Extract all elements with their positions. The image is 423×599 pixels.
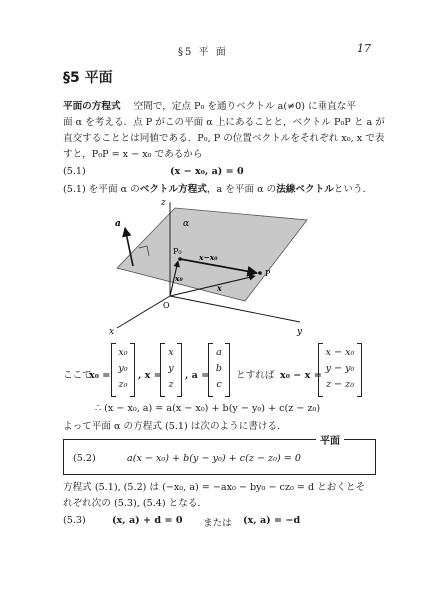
matrices-lead: ここで (63, 370, 92, 381)
closing-line-2: れぞれ次の (5.3), (5.4) となる． (63, 498, 208, 509)
matrix-a-r3: c (216, 379, 222, 390)
closing-line-1: 方程式 (5.1), (5.2) は (−x₀, a) = −ax₀ − by₀ − cz₀ = d とおくとそ (63, 482, 366, 493)
eq-5-1-label: (5.1) (63, 166, 86, 177)
matrix-a (208, 343, 230, 397)
label-x-minus-x0: x−x₀ (199, 253, 218, 262)
def-suffix: という． (333, 184, 373, 195)
eq-5-2-expr: a(x − x₀) + b(y − y₀) + c(z − z₀) = 0 (127, 453, 301, 464)
matrix-x0-r1: x₀ (118, 347, 128, 358)
term-vector-equation: ベクトル方程式 (139, 184, 207, 195)
matrix-a-r2: b (215, 363, 223, 374)
eq-5-3-expr2: (x, a) = −d (243, 515, 301, 526)
eq-5-3-label: (5.3) (63, 515, 86, 526)
def-prefix: (5.1) を平面 α の (63, 184, 140, 195)
matrix-x-r3: z (168, 379, 174, 390)
a-label: , a = (185, 370, 210, 381)
point-P (258, 271, 262, 275)
eq-5-3-or: または (203, 518, 232, 529)
plane-box-title: 平面 (316, 432, 344, 447)
matrix-x0 (111, 343, 135, 397)
matrix-diff-r2: y − y₀ (325, 363, 355, 374)
matrix-diff (318, 343, 362, 397)
intro-line-1 (63, 100, 356, 114)
plane-figure (95, 196, 335, 336)
matrices-mid: とすれば (236, 370, 275, 381)
eq-5-1-expr: (x − x₀, a) = 0 (170, 166, 244, 177)
intro-line-2: 面 α を考える．点 P がこの平面 α 上にあることと，ベクトル P₀P と a が (63, 117, 385, 128)
intro-line-4: すと，P₀P = x − x₀ であるから (63, 149, 203, 160)
running-title: §5 平 面 (178, 47, 228, 58)
section-title: §5 平面 (63, 70, 113, 86)
sentence-plane: よって平面 α の方程式 (5.1) は次のように書ける． (63, 421, 287, 432)
eq-5-3-expr: (x, a) + d = 0 (112, 515, 183, 526)
matrix-x0-r2: y₀ (118, 363, 128, 374)
matrix-x-r2: y (168, 363, 174, 374)
label-a: a (115, 219, 121, 229)
term-normal-vector: 法線ベクトル (276, 184, 334, 195)
intro-text-1: 空間で，定点 P₀ を通りベクトル a(≠0) に垂直な平 (133, 101, 356, 112)
def-mid: ，a を平面 α の (206, 184, 277, 195)
matrix-diff-r3: z − z₀ (325, 379, 355, 390)
label-O: O (163, 301, 170, 310)
label-P0: P₀ (173, 247, 182, 256)
label-alpha: α (183, 219, 190, 229)
matrix-x0-r3: z₀ (118, 379, 128, 390)
matrix-x (160, 343, 182, 397)
matrix-x-r1: x (168, 347, 174, 358)
definition-line (63, 183, 372, 197)
term-plane-equation: 平面の方程式 (63, 101, 121, 112)
matrix-a-r1: a (216, 347, 222, 358)
intro-line-3: 直交することとは同値である．P₀, P の位置ベクトルをそれぞれ x₀, x で表 (63, 133, 385, 144)
diff-label: x₀ − x = (280, 370, 322, 381)
label-x0: x₀ (175, 274, 183, 283)
label-y-axis: y (297, 327, 303, 336)
label-x-axis: x (109, 327, 115, 336)
matrix-diff-r1: x − x₀ (325, 347, 355, 358)
label-z: z (161, 198, 166, 208)
label-x: x (217, 283, 222, 293)
point-P0 (178, 257, 182, 261)
x-label: , x = (138, 370, 162, 381)
y-axis (170, 296, 300, 322)
label-P: P (265, 269, 271, 278)
page-number: 17 (357, 42, 371, 55)
therefore-expr: ∴ (x − x₀, a) = a(x − x₀) + b(y − y₀) + c(z − z₀) (95, 403, 321, 414)
eq-5-2-label: (5.2) (73, 453, 96, 464)
x0-label: x₀ = (89, 370, 111, 381)
